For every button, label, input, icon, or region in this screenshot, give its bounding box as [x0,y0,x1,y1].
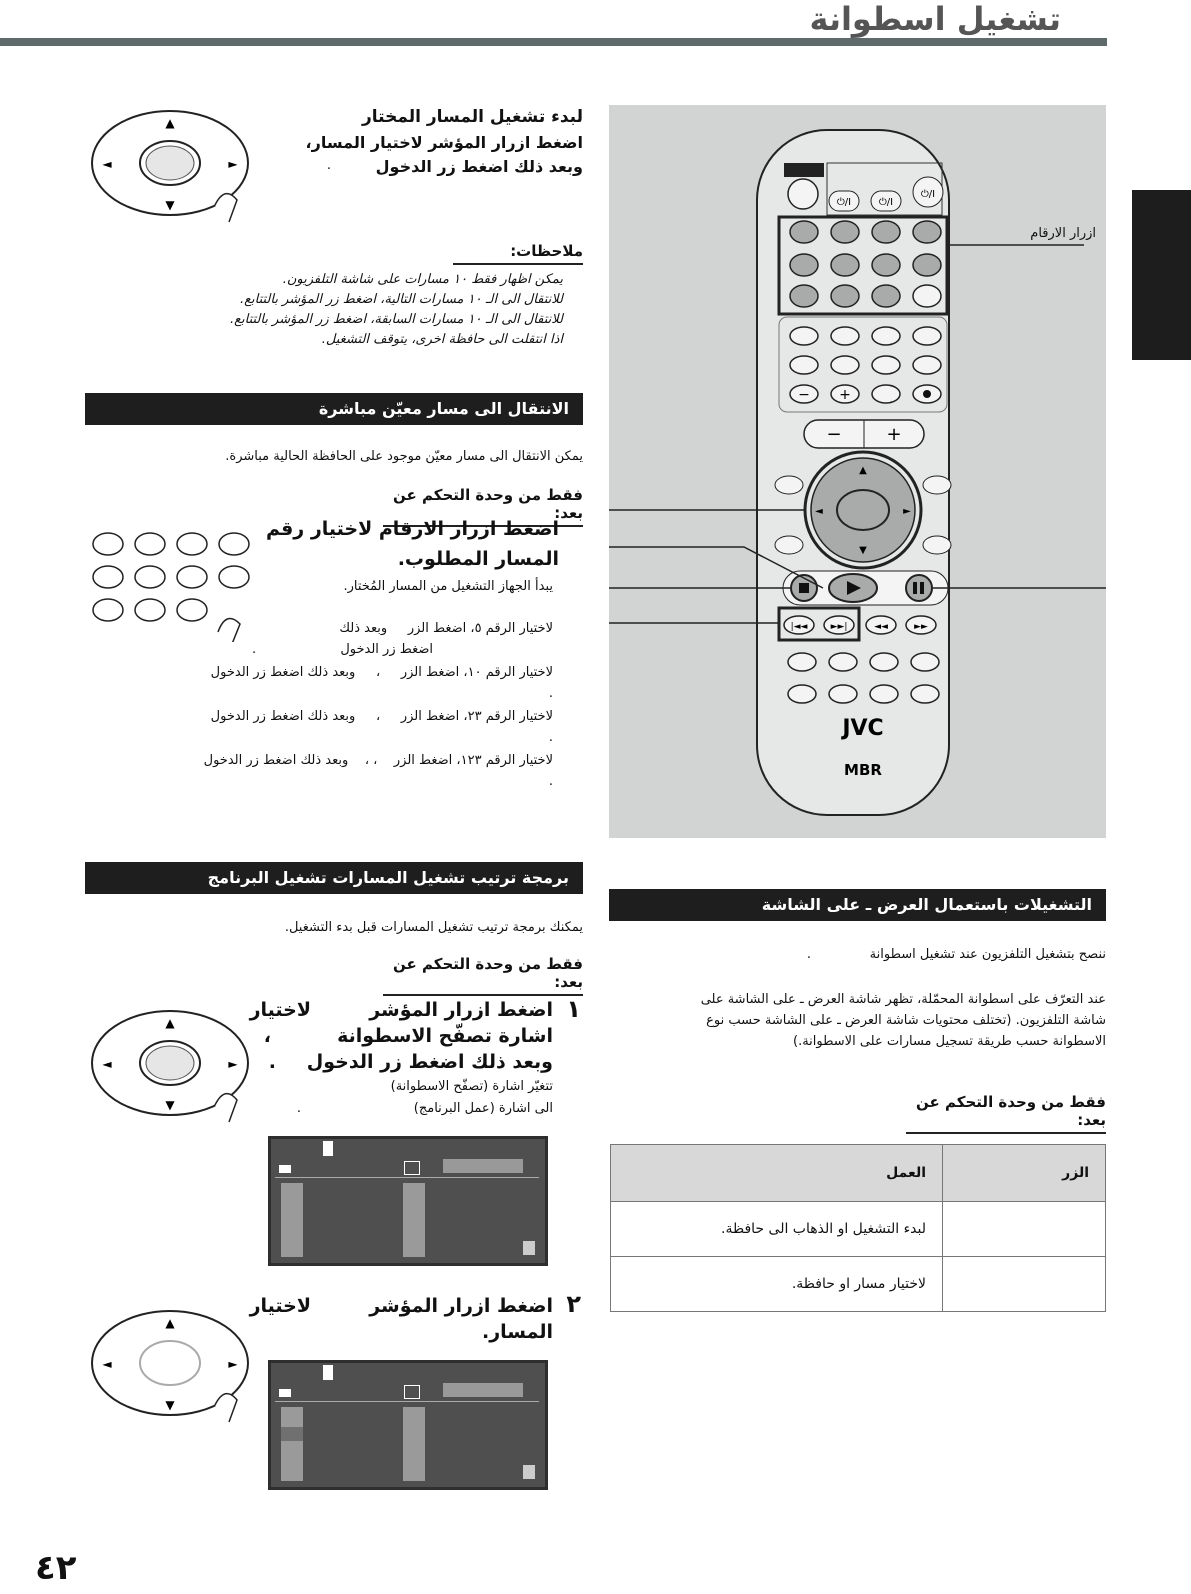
svg-text:►: ► [903,506,911,517]
number-keys-label: ازرار الارقام [1030,226,1096,241]
svg-text:▼: ▼ [165,1398,175,1412]
row-key [943,1257,1106,1312]
svg-text:▲: ▲ [165,116,175,130]
row-key [943,1202,1106,1257]
svg-text:◄: ◄ [102,1357,112,1371]
step1-sub1: تتغيّر اشارة (تصفّح الاسطوانة) [390,1079,553,1094]
example-dot: . [548,730,553,745]
note-item: يمكن اظهار فقط ١٠ مسارات على شاشة التلفزيون. [282,272,563,287]
step2-line1: اضغط ازرار المؤشر [369,1295,553,1317]
step2-line1-end: لاختيار [249,1295,311,1317]
row-action: لبدء التشغيل او الذهاب الى حافظة. [611,1202,943,1257]
jump-intro: يمكن الانتقال الى مسار معيّن موجود على الحافظة الحالية مباشرة. [225,449,583,464]
osd-section-bar: التشغيلات باستعمال العرض ـ على الشاشة [609,889,1106,921]
row-action: لاختيار مسار او حافظة. [611,1257,943,1312]
jump-remote-only: فقط من وحدة التحكم عن بعد: [383,486,583,527]
example-dot: . [548,686,553,701]
example-dot: . [252,642,257,657]
example-10 [211,662,553,704]
note-item: اذا انتقلت الى حافظة اخرى، يتوقف التشغيل. [321,332,563,347]
cursor-pad-icon [85,1005,255,1125]
svg-text:►►|: ►►| [830,622,848,632]
example-dot: . [548,774,553,789]
jump-step-line2: المسار المطلوب. [397,548,559,570]
table-header-row [611,1145,1106,1202]
step1-number: ١ [566,995,581,1023]
example-123 [204,750,553,792]
cursor-pad-icon [85,105,255,225]
step2-line2: المسار. [481,1321,553,1343]
step1-line1-end: لاختيار [249,999,311,1021]
step1-sub2-end: . [296,1101,301,1116]
svg-text:◄: ◄ [102,157,112,171]
example-enter: وبعد ذلك اضغط زر الدخول [203,753,349,768]
direct-select-line1: اضغط ازرار المؤشر لاختيار المسار، [305,133,583,152]
sub-brand-logo: MBR [844,761,882,779]
svg-text:⏻/I: ⏻/I [878,197,894,208]
svg-text:▼: ▼ [165,198,175,212]
program-section-bar: برمجة ترتيب تشغيل المسارات تشغيل البرنامج [85,862,583,894]
step1-line1: اضغط ازرار المؤشر [369,999,553,1021]
cursor-pad-icon [85,1305,255,1425]
example-text: لاختيار الرقم ١٠، اضغط الزر [400,665,553,680]
svg-text:◄: ◄ [815,506,823,517]
osd-paragraph-line: شاشة التلفزيون. (تختلف محتويات شاشة العرض ـ على الشاشة حسب نوع [706,1013,1106,1028]
osd-paragraph-line: عند التعرّف على اسطوانة المحمّلة، تظهر شاشة العرض ـ على الشاشة على [700,992,1106,1007]
osd-intro-end: . [806,947,811,962]
page-number: ٤٢ [35,1548,77,1588]
svg-text:◄: ◄ [102,1057,112,1071]
svg-text:▲: ▲ [165,1316,175,1330]
example-enter: وبعد ذلك اضغط زر الدخول [210,709,356,724]
example-text: لاختيار الرقم ٥، اضغط الزر [407,621,553,636]
svg-text:▼: ▼ [859,545,867,556]
direct-select-line1-end: . [326,158,331,173]
program-intro: يمكنك برمجة ترتيب تشغيل المسارات قبل بدء التشغيل. [284,920,583,935]
notes-title: ملاحظات: [453,242,583,265]
osd-screen-1 [268,1136,548,1266]
svg-text:+: + [839,387,851,403]
header-action: العمل [611,1145,943,1202]
svg-text:►: ► [228,1057,238,1071]
notes-list [83,270,563,350]
svg-text:▼: ▼ [165,1098,175,1112]
example-enter: اضغط زر الدخول [340,642,433,657]
table-row [611,1257,1106,1312]
svg-text:▲: ▲ [859,465,867,476]
svg-text:►: ► [228,157,238,171]
number-keys-icon [90,522,260,642]
program-remote-only: فقط من وحدة التحكم عن بعد: [383,955,583,996]
note-item: للانتقال الى الـ ١٠ مسارات التالية، اضغط زر المؤشر بالتتابع. [239,292,563,307]
example-sep: وبعد ذلك [339,621,388,636]
step1-sub2: الى اشارة (عمل البرنامج) [413,1101,553,1116]
osd-screen-2 [268,1360,548,1490]
header-rule [0,38,1107,46]
remote-illustration [609,105,1106,838]
osd-paragraph [606,989,1106,1052]
header-key: الزر [943,1145,1106,1202]
example-text: لاختيار الرقم ١٢٣، اضغط الزر [393,753,553,768]
osd-paragraph-line: الاسطوانة حسب طريقة تسجيل مسارات على الاسطوانة.) [793,1034,1106,1049]
example-sep: ، [375,709,381,724]
example-5 [252,618,553,660]
svg-text:⏻/I: ⏻/I [836,197,852,208]
example-text: لاختيار الرقم ٢٣، اضغط الزر [400,709,553,724]
example-23 [211,706,553,748]
side-tab [1132,190,1191,360]
svg-text:◄◄: ◄◄ [874,622,888,632]
direct-select-line2: وبعد ذلك اضغط زر الدخول [375,157,583,176]
step1-line3-end: . [268,1051,276,1073]
svg-text:⏻/I: ⏻/I [920,189,936,200]
osd-key-table [610,1144,1106,1312]
step2-number: ٢ [566,1290,581,1318]
step1-line2-end: ، [263,1025,271,1047]
step1-line3: وبعد ذلك اضغط زر الدخول [306,1051,553,1073]
svg-text:►: ► [228,1357,238,1371]
example-sep: ، ، [364,753,378,768]
direct-select-title: لبدء تشغيل المسار المختار [361,107,583,127]
svg-text:−: − [826,424,842,445]
jump-step-line1: اضغط ازرار الارقام لاختيار رقم [265,518,559,540]
table-row [611,1202,1106,1257]
remote-panel [609,105,1106,838]
jump-section-bar: الانتقال الى مسار معيّن مباشرة [85,393,583,425]
brand-logo: JVC [842,716,884,741]
svg-text:+: + [886,424,902,445]
osd-remote-only: فقط من وحدة التحكم عن بعد: [906,1093,1106,1134]
step1-line2: اشارة تصفّح الاسطوانة [337,1025,553,1047]
svg-text:▲: ▲ [165,1016,175,1030]
jump-step-sub: يبدأ الجهاز التشغيل من المسار المُختار. [343,579,553,594]
svg-text:►►: ►► [914,622,928,632]
svg-text:−: − [798,387,810,403]
svg-text:|◄◄: |◄◄ [790,622,808,632]
example-sep: ، [375,665,381,680]
note-item: للانتقال الى الـ ١٠ مسارات السابقة، اضغط زر المؤشر بالتتابع. [229,312,563,327]
page-title: تشغيل اسطوانة [809,0,1061,38]
example-enter: وبعد ذلك اضغط زر الدخول [210,665,356,680]
osd-intro: ننصح بتشغيل التلفزيون عند تشغيل اسطوانة [869,947,1106,962]
